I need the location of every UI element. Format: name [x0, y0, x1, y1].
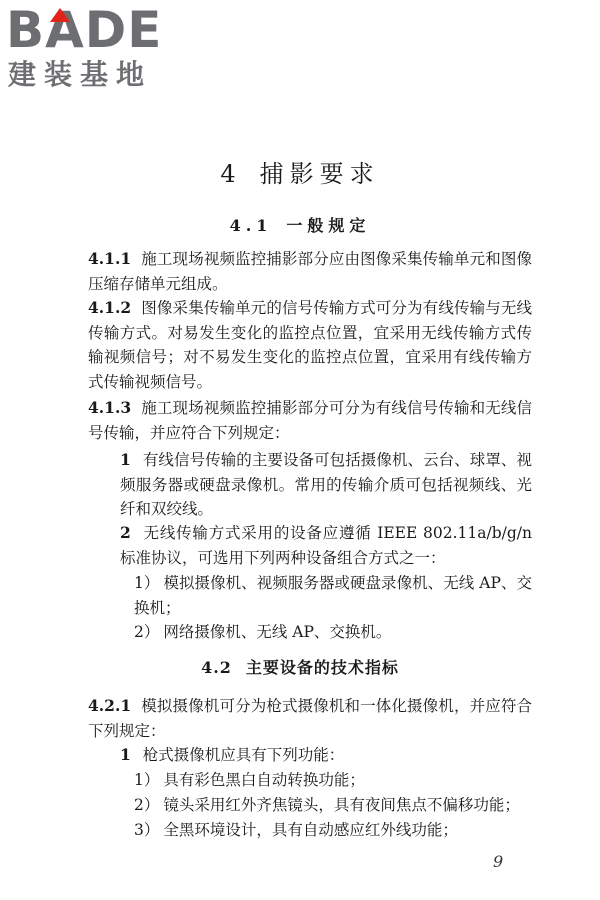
clause-4-2-1	[88, 694, 532, 743]
sub-item-text: 全黑环境设计，具有自动感应红外线功能；	[163, 821, 458, 839]
sub-item-number: 1）	[134, 574, 160, 592]
clause-number: 4.2.1	[88, 696, 132, 715]
section-number: 4.2	[201, 658, 232, 677]
bade-logo	[6, 1, 176, 96]
clause-4-2-1-item-1-sub-1	[134, 768, 532, 793]
item-text: 有线信号传输的主要设备可包括摄像机、云台、球罩、视频服务器或硬盘录像机。常用的传输介质可包括视频线、光纤和双绞线。	[120, 451, 532, 518]
clause-number: 4.1.3	[88, 398, 132, 417]
sub-item-number: 3）	[134, 821, 160, 839]
section-title-4-2	[0, 656, 600, 680]
clause-text: 施工现场视频监控捕影部分可分为有线信号传输和无线信号传输，并应符合下列规定：	[88, 399, 532, 442]
chapter-number: 4	[220, 160, 242, 188]
sub-item-text: 具有彩色黑白自动转换功能；	[163, 771, 365, 789]
item-number: 1	[120, 745, 131, 764]
clause-4-1-3-item-2-sub-2	[134, 620, 532, 645]
clause-4-2-1-item-1-sub-2	[134, 793, 532, 818]
clause-4-2-1-item-1-sub-3	[134, 818, 532, 843]
logo-wordmark: BADE	[6, 1, 163, 59]
item-number: 1	[120, 450, 131, 469]
clause-4-1-3-item-1	[120, 448, 532, 522]
clause-text: 图像采集传输单元的信号传输方式可分为有线传输与无线传输方式。对易发生变化的监控点位置，宜采用无线传输方式传输视频信号；对不易发生变化的监控点位置，宜采用有线传输方式传输视频信号。	[88, 299, 532, 391]
clause-number: 4.1.1	[88, 249, 132, 268]
section-title-text: 主要设备的技术指标	[245, 658, 399, 677]
section-title-4-1	[0, 214, 600, 238]
section-number: 4.1	[229, 216, 273, 235]
chapter-title-text: 捕影要求	[259, 160, 380, 188]
clause-4-1-3-item-2	[120, 521, 532, 570]
clause-4-1-2	[88, 296, 532, 394]
sub-item-number: 2）	[134, 796, 160, 814]
sub-item-number: 1）	[134, 771, 160, 789]
logo-subtitle: 建装基地	[8, 58, 153, 91]
section-title-text: 一般规定	[286, 216, 371, 235]
item-number: 2	[120, 523, 131, 542]
clause-4-1-3	[88, 396, 532, 445]
clause-4-1-1	[88, 247, 532, 296]
clause-4-1-3-item-2-sub-1	[134, 571, 532, 620]
clause-text: 模拟摄像机可分为枪式摄像机和一体化摄像机，并应符合下列规定：	[88, 697, 532, 740]
item-text: 枪式摄像机应具有下列功能：	[142, 746, 345, 764]
sub-item-text: 镜头采用红外齐焦镜头，具有夜间焦点不偏移功能；	[163, 796, 520, 814]
clause-text: 施工现场视频监控捕影部分应由图像采集传输单元和图像压缩存储单元组成。	[88, 250, 532, 293]
item-text: 无线传输方式采用的设备应遵循 IEEE 802.11a/b/g/n 标准协议，可选用下列两种设备组合方式之一：	[120, 524, 532, 567]
sub-item-text: 网络摄像机、无线 AP、交换机。	[163, 623, 392, 641]
page-number: 9	[493, 852, 504, 871]
chapter-title	[0, 158, 600, 190]
clause-4-2-1-item-1	[120, 743, 532, 768]
sub-item-number: 2）	[134, 623, 160, 641]
clause-number: 4.1.2	[88, 298, 132, 317]
sub-item-text: 模拟摄像机、视频服务器或硬盘录像机、无线 AP、交换机；	[134, 574, 532, 617]
logo-accent-triangle-icon	[50, 8, 70, 22]
